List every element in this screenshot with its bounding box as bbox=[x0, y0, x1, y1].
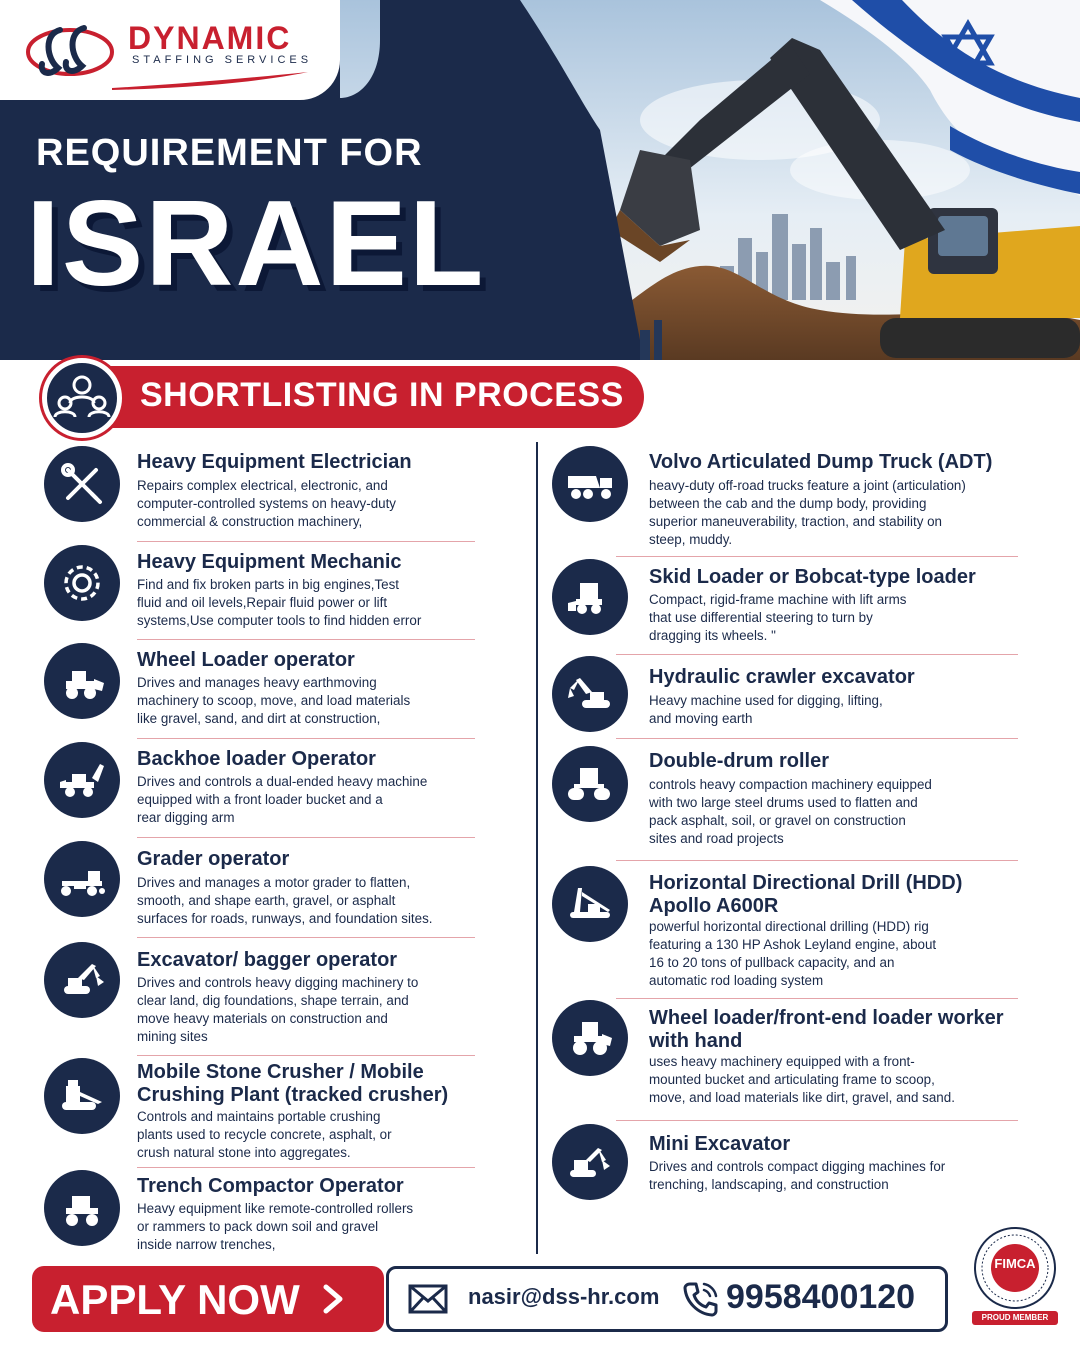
divider bbox=[137, 1167, 475, 1168]
phone-link[interactable]: 9958400120 bbox=[726, 1278, 916, 1316]
divider bbox=[616, 738, 1018, 739]
roller-icon bbox=[552, 746, 628, 822]
job-title: Heavy Equipment Electrician bbox=[137, 451, 412, 473]
crawler-excavator-icon bbox=[552, 656, 628, 732]
job-title: Hydraulic crawler excavator bbox=[649, 666, 915, 688]
job-desc: Drives and manages heavy earthmoving machinery to scoop, move, and load materials like gravel, sand, and dirt at construction, bbox=[137, 675, 411, 726]
job-desc: Repairs complex electrical, electronic, and computer-controlled systems on heavy-duty commercial & construction machinery, bbox=[137, 478, 396, 529]
job-title: Wheel loader/front-end loader worker with hand bbox=[649, 1007, 1004, 1052]
job-desc: Drives and controls heavy digging machinery to clear land, dig foundations, shape terrain, and move heavy materials on construction and mining sites bbox=[137, 975, 419, 1044]
chevron-right-icon[interactable] bbox=[322, 1284, 346, 1314]
job-title: Mobile Stone Crusher / Mobile Crushing Plant (tracked crusher) bbox=[137, 1061, 449, 1106]
divider bbox=[137, 937, 475, 938]
job-title: Trench Compactor Operator bbox=[137, 1175, 404, 1197]
divider bbox=[616, 860, 1018, 861]
job-title: Grader operator bbox=[137, 848, 290, 870]
grader-icon bbox=[44, 841, 120, 917]
brand-name: DYNAMIC bbox=[128, 20, 292, 56]
requirement-heading: REQUIREMENT FOR bbox=[36, 132, 423, 174]
logo-swoosh-icon bbox=[110, 70, 310, 92]
divider bbox=[616, 998, 1018, 999]
divider bbox=[137, 738, 475, 739]
gear-icon bbox=[44, 545, 120, 621]
mail-icon bbox=[408, 1284, 448, 1314]
job-desc: Heavy machine used for digging, lifting, and moving earth bbox=[649, 693, 883, 726]
job-title: Skid Loader or Bobcat-type loader bbox=[649, 566, 976, 588]
job-desc: Controls and maintains portable crushing plants used to recycle concrete, asphalt, or crush natural stone into aggregates. bbox=[137, 1109, 392, 1160]
job-title: Wheel Loader operator bbox=[137, 649, 355, 671]
job-title: Mini Excavator bbox=[649, 1133, 791, 1155]
apply-now-label[interactable]: APPLY NOW bbox=[50, 1276, 300, 1323]
job-title: Excavator/ bagger operator bbox=[137, 949, 398, 971]
drill-rig-icon bbox=[552, 866, 628, 942]
column-divider bbox=[536, 442, 538, 1254]
badge-name: FIMCA bbox=[994, 1256, 1036, 1271]
job-title: Volvo Articulated Dump Truck (ADT) bbox=[649, 451, 993, 473]
mini-excavator-icon bbox=[552, 1124, 628, 1200]
email-link[interactable]: nasir@dss-hr.com bbox=[468, 1284, 660, 1309]
divider bbox=[616, 1120, 1018, 1121]
hero-header bbox=[0, 0, 1080, 360]
brand-tagline: STAFFING SERVICES bbox=[132, 54, 313, 66]
job-desc: Drives and manages a motor grader to flatten, smooth, and shape earth, gravel, or asphalt surfaces for roads, runways, and foundation sites. bbox=[137, 875, 433, 926]
job-desc: Find and fix broken parts in big engines,Test fluid and oil levels,Repair fluid power or lift systems,Use computer tools to find hidden error bbox=[137, 577, 422, 628]
skid-loader-icon bbox=[552, 559, 628, 635]
logo-mark-icon bbox=[24, 18, 120, 82]
divider bbox=[137, 837, 475, 838]
job-title: Double-drum roller bbox=[649, 750, 830, 772]
backhoe-icon bbox=[44, 742, 120, 818]
wheel-loader-icon bbox=[44, 643, 120, 719]
excavator-icon bbox=[44, 942, 120, 1018]
shortlisting-label: SHORTLISTING IN PROCESS bbox=[140, 376, 624, 414]
tools-icon bbox=[44, 446, 120, 522]
job-title: Backhoe loader Operator bbox=[137, 748, 376, 770]
divider bbox=[137, 541, 475, 542]
divider bbox=[137, 639, 475, 640]
job-desc: Compact, rigid-frame machine with lift arms that use differential steering to turn by dragging its wheels. " bbox=[649, 592, 907, 643]
country-heading: ISRAEL bbox=[26, 175, 486, 311]
job-desc: Heavy equipment like remote-controlled rollers or rammers to pack down soil and gravel inside narrow trenches, bbox=[137, 1201, 414, 1252]
job-desc: Drives and controls a dual-ended heavy machine equipped with a front loader bucket and a rear digging arm bbox=[137, 774, 428, 825]
team-icon bbox=[42, 358, 122, 438]
fimca-seal-icon bbox=[970, 1224, 1060, 1324]
divider bbox=[137, 1055, 475, 1056]
proud-member-label: PROUD MEMBER bbox=[972, 1311, 1058, 1325]
phone-icon bbox=[682, 1280, 720, 1318]
job-desc: uses heavy machinery equipped with a front- mounted bucket and articulating frame to scoop, move, and load materials like dirt, gravel, and sand. bbox=[649, 1054, 955, 1105]
job-desc: controls heavy compaction machinery equipped with two large steel drums used to flatten and pack asphalt, soil, or gravel on construction sites and road projects bbox=[649, 777, 932, 846]
job-title: Horizontal Directional Drill (HDD) Apollo A600R bbox=[649, 872, 963, 917]
divider bbox=[616, 556, 1018, 557]
job-title: Heavy Equipment Mechanic bbox=[137, 551, 402, 573]
divider bbox=[616, 654, 1018, 655]
dump-truck-icon bbox=[552, 446, 628, 522]
job-desc: Drives and controls compact digging machines for trenching, landscaping, and construction bbox=[649, 1159, 946, 1192]
job-desc: heavy-duty off-road trucks feature a joint (articulation) between the cab and the dump body, providing superior maneuverability, traction, and stability on steep, muddy. bbox=[649, 478, 966, 547]
front-loader-icon bbox=[552, 1000, 628, 1076]
crusher-icon bbox=[44, 1058, 120, 1134]
compactor-icon bbox=[44, 1170, 120, 1246]
job-desc: powerful horizontal directional drilling (HDD) rig featuring a 130 HP Ashok Leyland engine, about 16 to 20 tons of pullback capacity, and an automatic rod loading system bbox=[649, 919, 937, 988]
